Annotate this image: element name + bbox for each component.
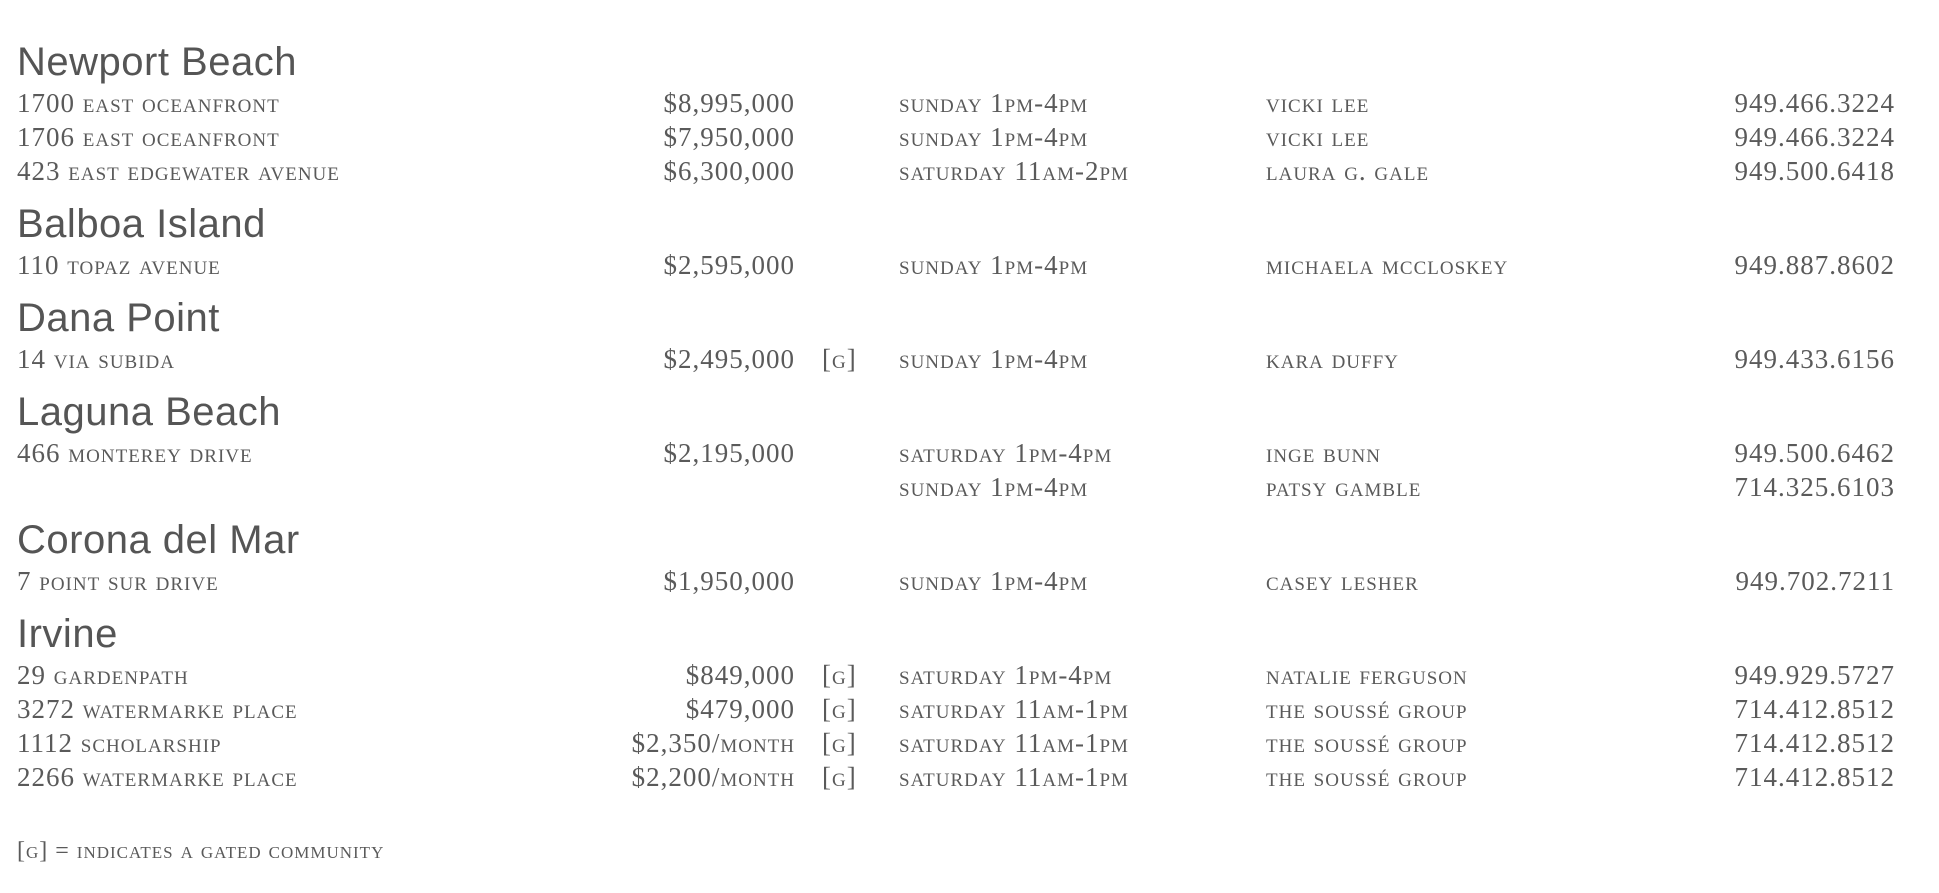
open-house-time: saturday 11am-1pm <box>899 694 1129 724</box>
agent-name: inge bunn <box>1266 438 1381 468</box>
listing-row <box>17 120 1897 154</box>
listing-address: 1112 scholarship <box>17 728 222 758</box>
listing-row <box>17 470 1897 504</box>
listing-price: $2,495,000 <box>663 344 795 374</box>
listing-row <box>17 760 1897 794</box>
listing-price: $8,995,000 <box>663 88 795 118</box>
open-house-time: sunday 1pm-4pm <box>899 566 1089 596</box>
agent-name: laura g. gale <box>1266 156 1430 186</box>
agent-name: the soussé group <box>1266 728 1468 758</box>
city-heading: Corona del Mar <box>17 518 300 562</box>
listing-address: 2266 watermarke place <box>17 762 298 792</box>
open-house-listings <box>17 38 1897 806</box>
listing-row <box>17 154 1897 188</box>
city-heading: Irvine <box>17 612 118 656</box>
open-house-time: saturday 11am-2pm <box>899 156 1129 186</box>
city-heading: Dana Point <box>17 296 220 340</box>
agent-phone: 949.500.6418 <box>1734 156 1895 186</box>
listing-row <box>17 726 1897 760</box>
listing-price: $2,200/month <box>631 762 795 792</box>
gated-marker: [g] <box>822 762 857 792</box>
agent-phone: 714.412.8512 <box>1734 762 1895 792</box>
listing-row <box>17 342 1897 376</box>
gated-marker: [g] <box>822 728 857 758</box>
city-heading: Balboa Island <box>17 202 266 246</box>
listing-address: 7 point sur drive <box>17 566 219 596</box>
open-house-time: sunday 1pm-4pm <box>899 122 1089 152</box>
agent-phone: 714.325.6103 <box>1734 472 1895 502</box>
listing-price: $2,195,000 <box>663 438 795 468</box>
agent-phone: 714.412.8512 <box>1734 728 1895 758</box>
section-newport-beach <box>17 38 1897 188</box>
agent-phone: 949.887.8602 <box>1734 250 1895 280</box>
agent-name: vicki lee <box>1266 88 1370 118</box>
open-house-time: saturday 1pm-4pm <box>899 438 1113 468</box>
section-balboa-island <box>17 200 1897 282</box>
city-heading: Newport Beach <box>17 40 297 84</box>
section-dana-point <box>17 294 1897 376</box>
listing-row <box>17 436 1897 470</box>
agent-name: the soussé group <box>1266 762 1468 792</box>
listing-address: 423 east edgewater avenue <box>17 156 340 186</box>
agent-phone: 949.702.7211 <box>1735 566 1895 596</box>
agent-name: casey lesher <box>1266 566 1419 596</box>
listing-address: 110 topaz avenue <box>17 250 221 280</box>
agent-name: natalie ferguson <box>1266 660 1468 690</box>
listing-row <box>17 692 1897 726</box>
agent-phone: 949.929.5727 <box>1734 660 1895 690</box>
open-house-time: sunday 1pm-4pm <box>899 344 1089 374</box>
listing-row <box>17 248 1897 282</box>
open-house-time: saturday 11am-1pm <box>899 728 1129 758</box>
listing-address: 1706 east oceanfront <box>17 122 280 152</box>
open-house-time: sunday 1pm-4pm <box>899 472 1089 502</box>
open-house-time: saturday 1pm-4pm <box>899 660 1113 690</box>
gated-marker: [g] <box>822 344 857 374</box>
open-house-time: sunday 1pm-4pm <box>899 250 1089 280</box>
gated-marker: [g] <box>822 694 857 724</box>
listing-address: 14 via subida <box>17 344 175 374</box>
listing-price: $6,300,000 <box>663 156 795 186</box>
listing-address: 466 monterey drive <box>17 438 253 468</box>
agent-phone: 949.500.6462 <box>1734 438 1895 468</box>
listing-row <box>17 658 1897 692</box>
agent-name: kara duffy <box>1266 344 1399 374</box>
listing-address: 1700 east oceanfront <box>17 88 280 118</box>
listing-row <box>17 564 1897 598</box>
gated-community-footnote: [g] = indicates a gated community <box>17 838 385 864</box>
agent-name: michaela mccloskey <box>1266 250 1509 280</box>
agent-name: vicki lee <box>1266 122 1370 152</box>
section-laguna-beach <box>17 388 1897 504</box>
listing-price: $7,950,000 <box>663 122 795 152</box>
section-irvine <box>17 610 1897 794</box>
gated-marker: [g] <box>822 660 857 690</box>
listing-address: 3272 watermarke place <box>17 694 298 724</box>
agent-name: the soussé group <box>1266 694 1468 724</box>
city-heading: Laguna Beach <box>17 390 282 434</box>
listing-price: $479,000 <box>685 694 795 724</box>
agent-phone: 949.433.6156 <box>1734 344 1895 374</box>
open-house-time: sunday 1pm-4pm <box>899 88 1089 118</box>
agent-phone: 949.466.3224 <box>1734 88 1895 118</box>
listing-row <box>17 86 1897 120</box>
agent-phone: 949.466.3224 <box>1734 122 1895 152</box>
listing-address: 29 gardenpath <box>17 660 189 690</box>
agent-name: patsy gamble <box>1266 472 1422 502</box>
listing-price: $1,950,000 <box>663 566 795 596</box>
listing-price: $2,350/month <box>631 728 795 758</box>
section-corona-del-mar <box>17 516 1897 598</box>
agent-phone: 714.412.8512 <box>1734 694 1895 724</box>
listing-price: $849,000 <box>685 660 795 690</box>
listing-price: $2,595,000 <box>663 250 795 280</box>
open-house-time: saturday 11am-1pm <box>899 762 1129 792</box>
